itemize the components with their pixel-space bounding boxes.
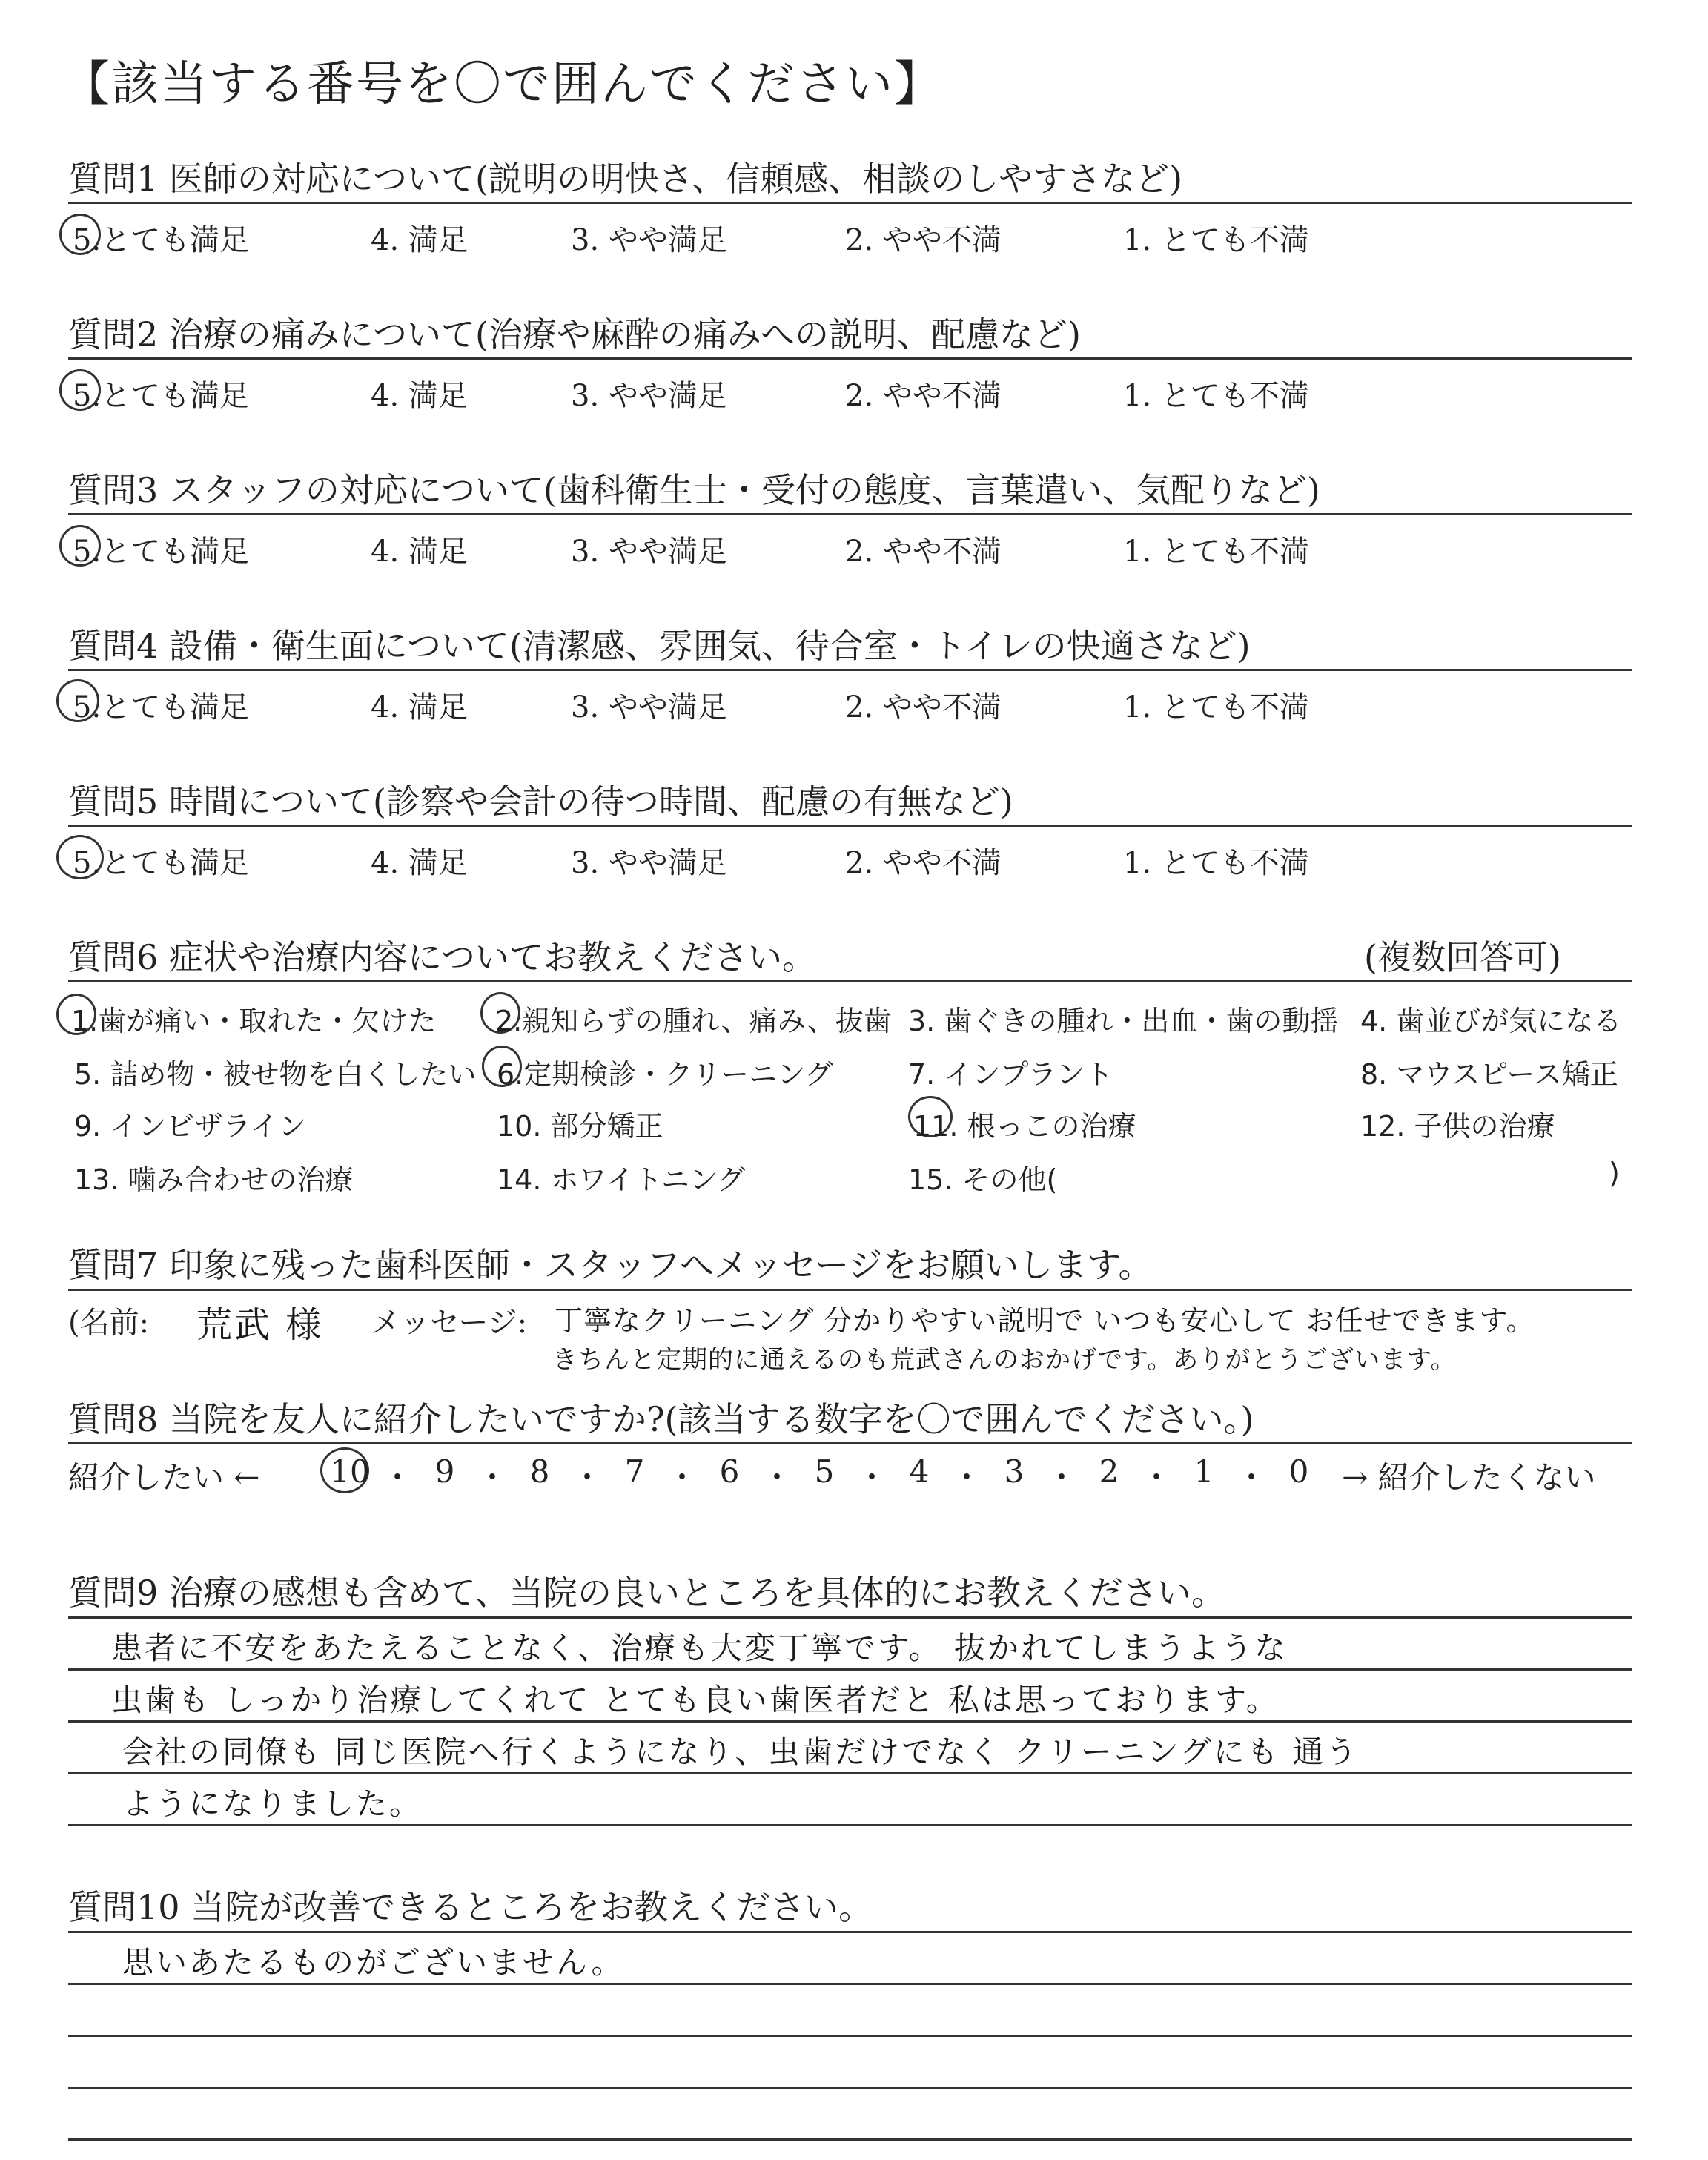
q4-option-5[interactable]: 5.とても満足 <box>73 690 250 724</box>
question-10-rule-3 <box>68 2035 1632 2037</box>
q9-answer-line-2[interactable]: 虫歯も しっかり治療してくれて とても良い歯医者だと 私は思っております。 <box>111 1682 1280 1718</box>
q8-number-0[interactable]: 0 <box>1288 1453 1309 1490</box>
q4-option-1[interactable]: 1. とても不満 <box>1123 690 1309 724</box>
q1-option-1[interactable]: 1. とても不満 <box>1123 223 1309 257</box>
q8-dot: ・ <box>761 1459 792 1496</box>
q8-right-label: → 紹介したくない <box>1342 1459 1596 1496</box>
q9-answer-line-3[interactable]: 会社の同僚も 同じ医院へ行くようになり、虫歯だけでなく クリーニングにも 通う <box>122 1734 1360 1770</box>
question-8-rule <box>68 1442 1632 1444</box>
question-5-rule <box>68 825 1632 827</box>
question-5-title: 質問5 時間について(診察や会計の待つ時間、配慮の有無など) <box>68 782 1013 822</box>
question-1-rule <box>68 202 1632 204</box>
q8-dot: ・ <box>1235 1459 1267 1496</box>
q6-option-2[interactable]: 2.親知らずの腫れ、痛み、抜歯 <box>495 1005 892 1037</box>
question-4-rule <box>68 669 1632 671</box>
question-6-title: 質問6 症状や治療内容についてお教えください。 <box>68 937 816 977</box>
q8-number-1[interactable]: 1 <box>1194 1453 1214 1490</box>
q10-answer-line-1[interactable]: 思いあたるものがございません。 <box>122 1944 625 1981</box>
q2-option-4[interactable]: 4. 満足 <box>371 379 468 413</box>
q6-option-4[interactable]: 4. 歯並びが気になる <box>1360 1005 1622 1037</box>
question-6-note: (複数回答可) <box>1364 937 1561 977</box>
q6-option-5[interactable]: 5. 詰め物・被せ物を白くしたい <box>74 1058 477 1091</box>
q7-message-line-2[interactable]: きちんと定期的に通えるのも荒武さんのおかげです。ありがとうございます。 <box>552 1345 1457 1375</box>
q8-dot: ・ <box>381 1459 413 1496</box>
q7-message-label: メッセージ: <box>371 1306 528 1340</box>
q1-option-3[interactable]: 3. やや満足 <box>571 223 727 257</box>
question-3-rule <box>68 513 1632 515</box>
q3-option-4[interactable]: 4. 満足 <box>371 535 468 569</box>
q3-option-3[interactable]: 3. やや満足 <box>571 535 727 569</box>
q5-option-3[interactable]: 3. やや満足 <box>571 846 727 880</box>
question-8-title: 質問8 当院を友人に紹介したいですか?(該当する数字を〇で囲んでください。) <box>68 1399 1254 1439</box>
q5-option-5[interactable]: 5.とても満足 <box>73 846 250 880</box>
q9-answer-line-1[interactable]: 患者に不安をあたえることなく、治療も大変丁寧です。 抜かれてしまうような <box>111 1630 1288 1666</box>
question-10-rule-2 <box>68 1983 1632 1985</box>
question-9-rule-5 <box>68 1824 1632 1826</box>
q2-option-5[interactable]: 5.とても満足 <box>73 379 250 413</box>
question-9-rule-2 <box>68 1668 1632 1671</box>
q6-option-9[interactable]: 9. インビザライン <box>74 1110 307 1143</box>
q6-option-6[interactable]: 6.定期検診・クリーニング <box>497 1058 833 1091</box>
question-2-title: 質問2 治療の痛みについて(治療や麻酔の痛みへの説明、配慮など) <box>68 314 1081 354</box>
form-header: 【該当する番号を〇で囲んでください】 <box>62 57 943 112</box>
question-9-rule-4 <box>68 1772 1632 1774</box>
question-7-title: 質問7 印象に残った歯科医師・スタッフへメッセージをお願いします。 <box>68 1245 1153 1285</box>
q8-number-7[interactable]: 7 <box>624 1453 645 1490</box>
question-9-rule-3 <box>68 1720 1632 1723</box>
question-10-rule-5 <box>68 2138 1632 2141</box>
q8-number-10[interactable]: 10 <box>330 1453 370 1490</box>
q8-dot: ・ <box>1045 1459 1077 1496</box>
q6-option-12[interactable]: 12. 子供の治療 <box>1360 1110 1555 1143</box>
q8-dot: ・ <box>476 1459 508 1496</box>
q6-option-15-close: ) <box>1609 1157 1620 1189</box>
q6-option-1[interactable]: 1.歯が痛い・取れた・欠けた <box>71 1005 437 1037</box>
q6-option-3[interactable]: 3. 歯ぐきの腫れ・出血・歯の動揺 <box>908 1005 1339 1037</box>
q8-number-9[interactable]: 9 <box>434 1453 455 1490</box>
q2-option-3[interactable]: 3. やや満足 <box>571 379 727 413</box>
question-2-rule <box>68 357 1632 360</box>
q5-option-1[interactable]: 1. とても不満 <box>1123 846 1309 880</box>
q8-dot: ・ <box>950 1459 982 1496</box>
question-9-rule-1 <box>68 1616 1632 1619</box>
q3-option-1[interactable]: 1. とても不満 <box>1123 535 1309 569</box>
q8-number-6[interactable]: 6 <box>719 1453 740 1490</box>
q3-option-5[interactable]: 5.とても満足 <box>73 535 250 569</box>
q8-number-3[interactable]: 3 <box>1004 1453 1025 1490</box>
q7-name-value[interactable]: 荒武 様 <box>196 1304 324 1346</box>
q8-number-4[interactable]: 4 <box>909 1453 930 1490</box>
question-10-rule-4 <box>68 2087 1632 2089</box>
question-4-title: 質問4 設備・衛生面について(清潔感、雰囲気、待合室・トイレの快適さなど) <box>68 626 1251 666</box>
q1-option-5[interactable]: 5.とても満足 <box>73 223 250 257</box>
q8-left-label: 紹介したい ← <box>68 1459 260 1496</box>
question-3-title: 質問3 スタッフの対応について(歯科衛生士・受付の態度、言葉遣い、気配りなど) <box>68 470 1320 510</box>
q8-number-8[interactable]: 8 <box>529 1453 550 1490</box>
q6-option-15[interactable]: 15. その他( <box>908 1163 1058 1196</box>
q7-name-label: (名前: <box>68 1306 150 1340</box>
question-1-title: 質問1 医師の対応について(説明の明快さ、信頼感、相談のしやすさなど) <box>68 159 1183 199</box>
q2-option-1[interactable]: 1. とても不満 <box>1123 379 1309 413</box>
question-7-rule <box>68 1289 1632 1291</box>
q4-option-4[interactable]: 4. 満足 <box>371 690 468 724</box>
q5-option-2[interactable]: 2. やや不満 <box>845 846 1002 880</box>
q6-option-8[interactable]: 8. マウスピース矯正 <box>1360 1058 1618 1091</box>
q8-dot: ・ <box>1140 1459 1172 1496</box>
q4-option-2[interactable]: 2. やや不満 <box>845 690 1002 724</box>
q6-option-7[interactable]: 7. インプラント <box>908 1058 1113 1091</box>
question-9-title: 質問9 治療の感想も含めて、当院の良いところを具体的にお教えください。 <box>68 1573 1225 1613</box>
q1-option-4[interactable]: 4. 満足 <box>371 223 468 257</box>
q6-option-11[interactable]: 11. 根っこの治療 <box>913 1110 1136 1143</box>
q8-number-2[interactable]: 2 <box>1099 1453 1119 1490</box>
q8-dot: ・ <box>855 1459 887 1496</box>
q4-option-3[interactable]: 3. やや満足 <box>571 690 727 724</box>
q6-option-10[interactable]: 10. 部分矯正 <box>497 1110 663 1143</box>
q3-option-2[interactable]: 2. やや不満 <box>845 535 1002 569</box>
question-6-rule <box>68 980 1632 982</box>
q7-message-line-1[interactable]: 丁寧なクリーニング 分かりやすい説明で いつも安心して お任せできます。 <box>555 1304 1535 1337</box>
q8-dot: ・ <box>571 1459 603 1496</box>
q8-dot: ・ <box>666 1459 698 1496</box>
q6-option-14[interactable]: 14. ホワイトニング <box>497 1163 746 1196</box>
q2-option-2[interactable]: 2. やや不満 <box>845 379 1002 413</box>
question-10-title: 質問10 当院が改善できるところをお教えください。 <box>68 1887 873 1927</box>
q1-option-2[interactable]: 2. やや不満 <box>845 223 1002 257</box>
q8-scale <box>326 1453 1323 1498</box>
q8-number-5[interactable]: 5 <box>814 1453 835 1490</box>
q5-option-4[interactable]: 4. 満足 <box>371 846 468 880</box>
q9-answer-line-4[interactable]: ようになりました。 <box>122 1786 423 1822</box>
q6-option-13[interactable]: 13. 噛み合わせの治療 <box>74 1163 354 1196</box>
question-10-rule-1 <box>68 1931 1632 1933</box>
